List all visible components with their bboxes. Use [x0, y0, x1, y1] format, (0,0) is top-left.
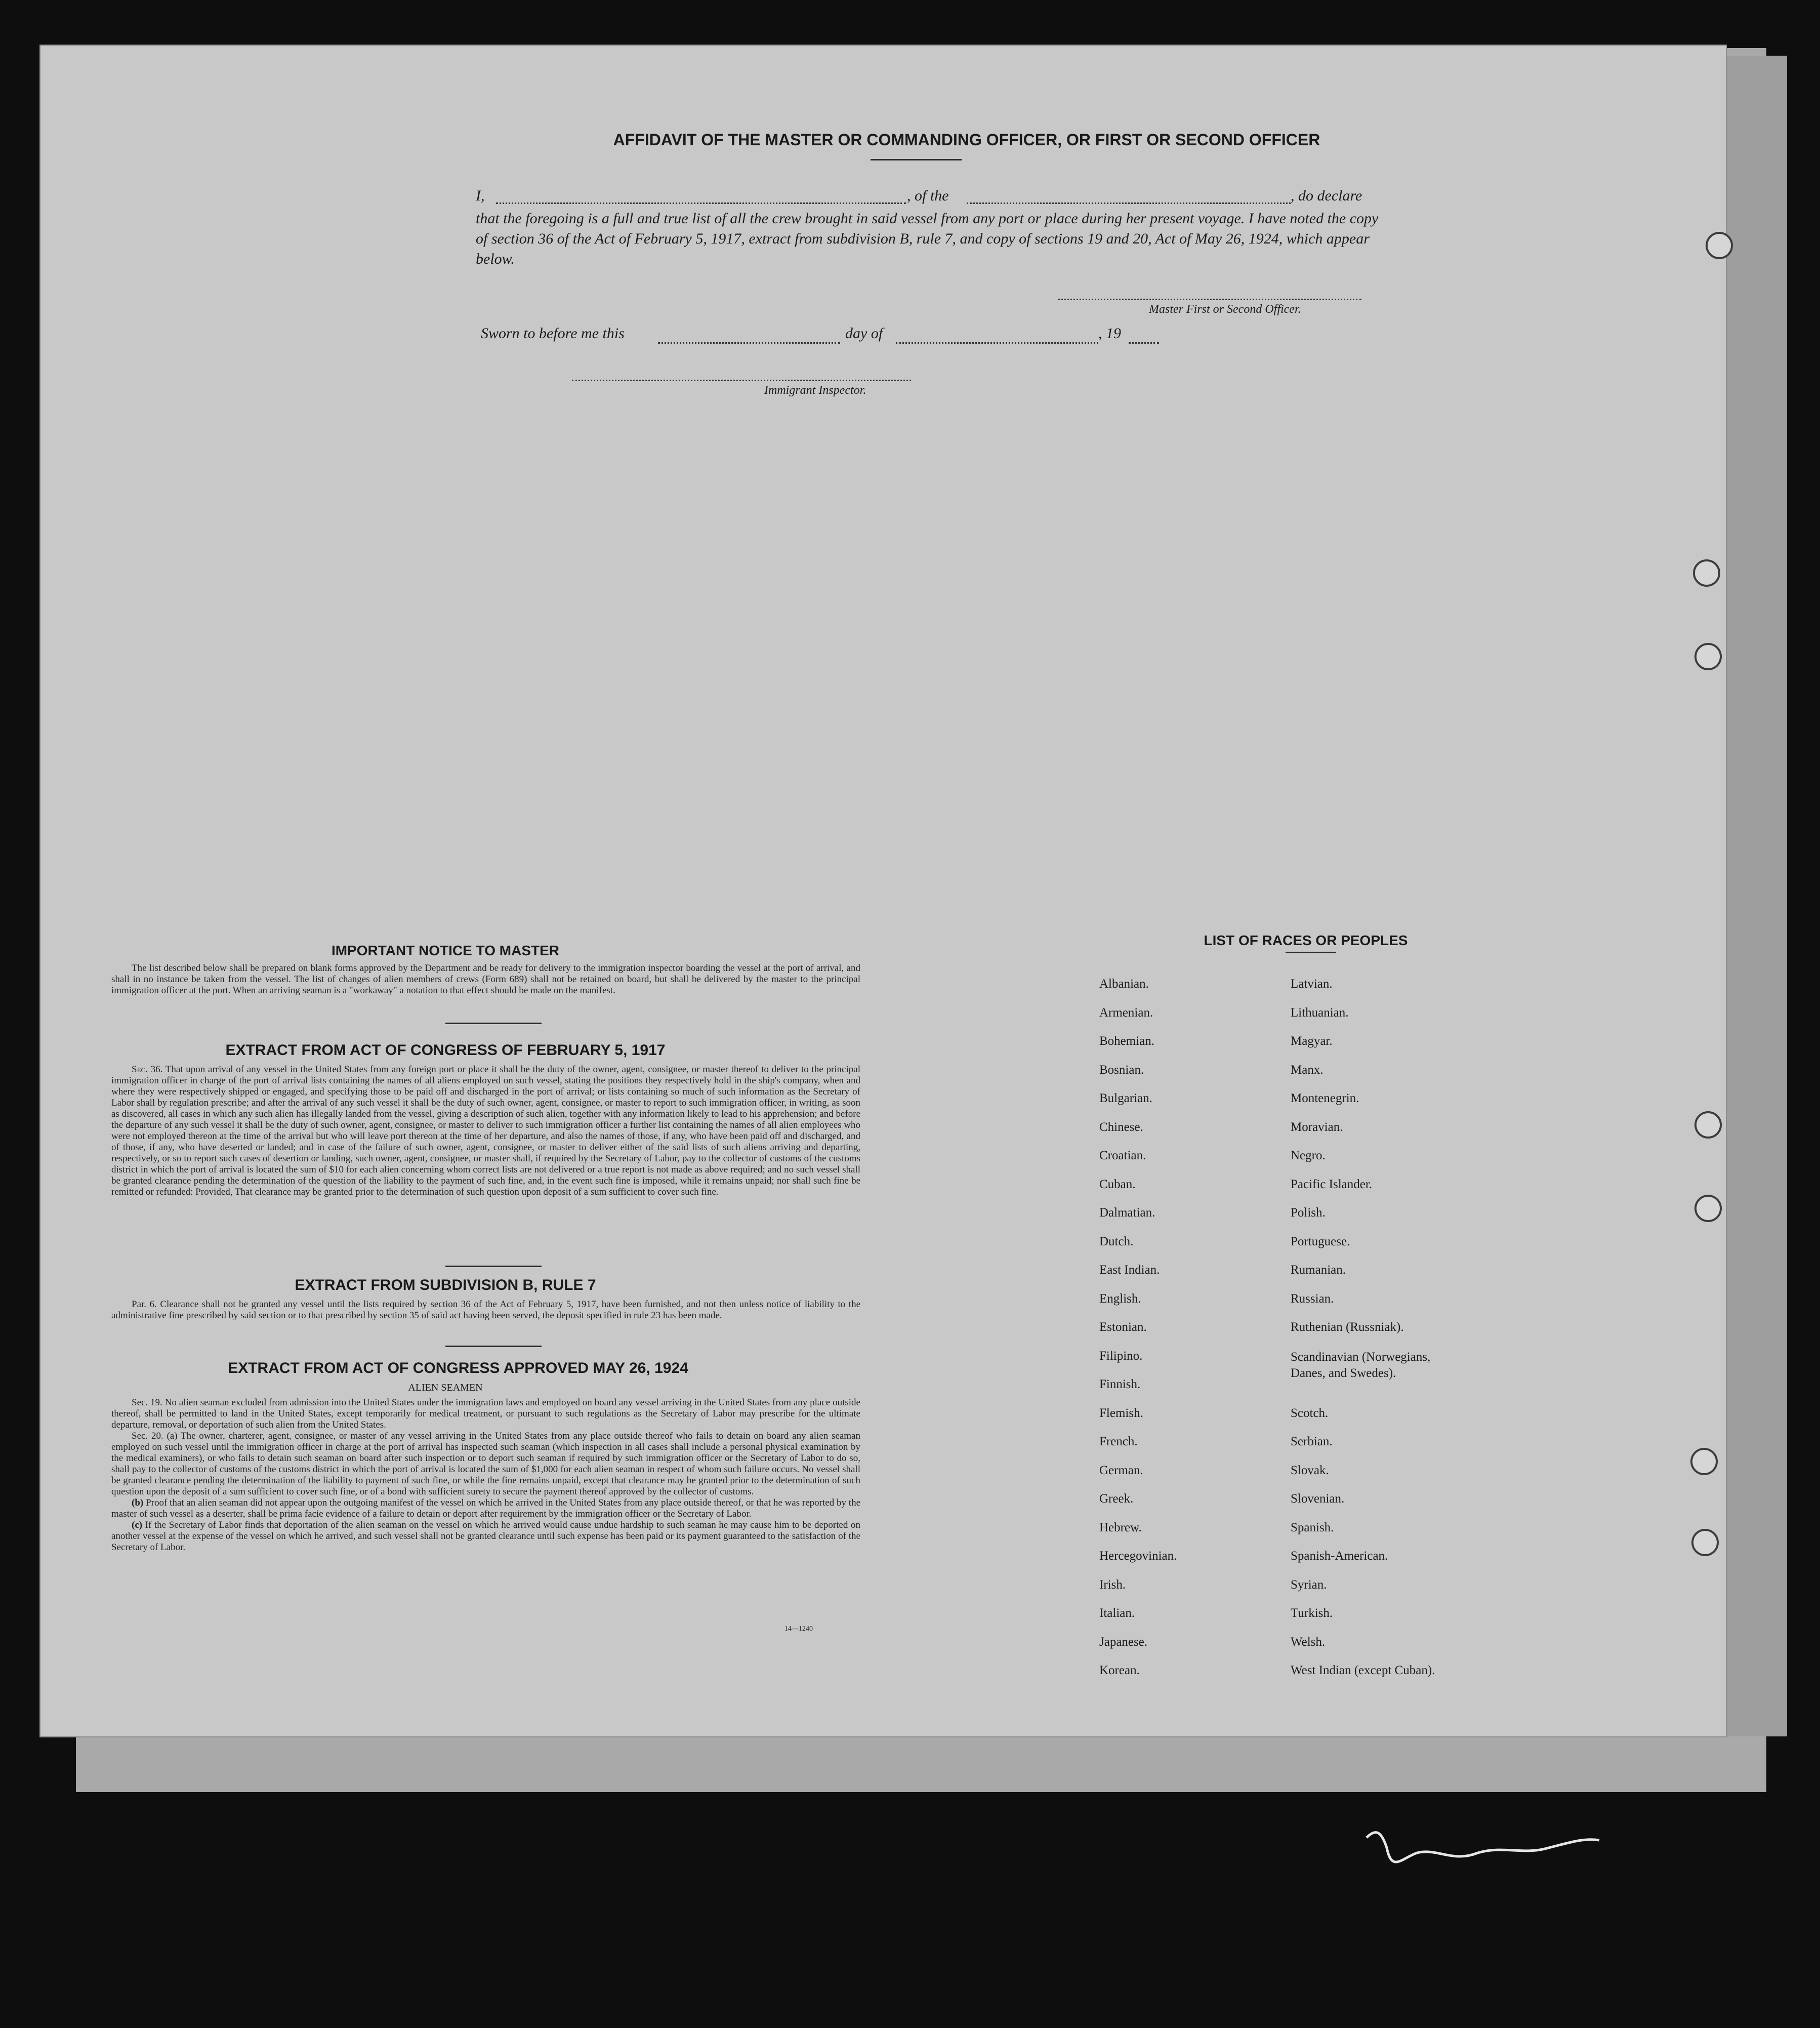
race-item: Flemish. — [1099, 1406, 1143, 1420]
form-page — [40, 46, 1726, 1736]
notice-title: IMPORTANT NOTICE TO MASTER — [331, 943, 560, 958]
paragraph-text: Clearance shall not be granted any vessel until the lists required by section 36 of the Act of February 5, 1917, have been furnished, and not then unless notice of liability to the administrative fine prescribed by said section or to that prescribed by section 35 of said act having been served, the deposit specified in rule 23 has been made. — [111, 1299, 861, 1321]
punch-hole — [1694, 643, 1722, 670]
race-item: Estonian. — [1099, 1320, 1147, 1334]
race-item: Spanish. — [1291, 1520, 1334, 1534]
race-item: French. — [1099, 1435, 1138, 1448]
sworn-year-field[interactable] — [1129, 342, 1159, 344]
race-item: Dalmatian. — [1099, 1206, 1155, 1220]
punch-hole — [1706, 232, 1733, 259]
punch-hole — [1694, 1195, 1722, 1222]
section-text: No alien seaman excluded from admission into the United States under the immigration laws and employed on board any vessel arriving in the United States from any place outside thereof, shall be permitted to land in the United States, except temporarily for medical treatment, or pursuant to such regulations as the Secretary of Labor may prescribe for the ultimate departure, removal, or deportation of such alien from the United States. — [111, 1397, 860, 1430]
race-item: Finnish. — [1099, 1377, 1141, 1391]
paragraph-label: Par. 6. — [132, 1299, 157, 1310]
race-item: Cuban. — [1099, 1177, 1136, 1191]
race-item: Welsh. — [1291, 1635, 1326, 1649]
race-item: East Indian. — [1099, 1263, 1160, 1277]
race-item: Bosnian. — [1099, 1063, 1144, 1077]
race-item: Greek. — [1099, 1492, 1134, 1506]
race-item: Albanian. — [1099, 977, 1149, 991]
races-title: LIST OF RACES OR PEOPLES — [1204, 932, 1408, 948]
race-item: Polish. — [1291, 1206, 1326, 1220]
affidavit-i: I, — [476, 187, 485, 204]
section-20c — [111, 1520, 860, 1553]
race-item: Slovak. — [1291, 1463, 1329, 1477]
name-field[interactable] — [496, 202, 906, 204]
race-item: Negro. — [1291, 1149, 1326, 1162]
day-of-label: day of — [845, 325, 883, 342]
race-item: Lithuanian. — [1291, 1005, 1349, 1020]
sworn-day-field[interactable] — [658, 342, 840, 344]
races-list-left — [1099, 977, 1177, 1692]
race-item: Hercegovinian. — [1099, 1549, 1177, 1563]
section-text: If the Secretary of Labor finds that deportation of the alien seaman on the vessel on which he arrived would cause undue hardship to such seaman he may cause him to be deported on another vessel at the expense of the vessel on which he arrived, and such vessel shall not be granted clearance until such expense has been paid or its payment guaranteed to the satisfaction of the Secretary of Labor. — [111, 1520, 860, 1553]
race-item: Armenian. — [1099, 1005, 1153, 1020]
races-list-right — [1291, 977, 1453, 1692]
affidavit-title: AFFIDAVIT OF THE MASTER OR COMMANDING OFFICER, OR FIRST OR SECOND OFFICER — [613, 131, 1320, 149]
race-item: Scandinavian (Norwegians, Danes, and Swedes). — [1291, 1350, 1431, 1380]
master-caption: Master First or Second Officer. — [1149, 303, 1301, 316]
race-item: Bohemian. — [1099, 1034, 1155, 1048]
race-item: Montenegrin. — [1291, 1091, 1359, 1105]
vessel-field[interactable] — [967, 202, 1291, 204]
section-label: Sec. 19. — [132, 1397, 162, 1408]
alien-seamen-subtitle: ALIEN SEAMEN — [408, 1382, 483, 1393]
notice-body: The list described below shall be prepared on blank forms approved by the Department and be ready for delivery to the immigration inspector boarding the vessel at the port of arrival, and shall in no instance be taken from the vessel. The list of changes of alien members of crews (Form 689) shall not be retained on board, but shall be delivered by the master to the principal immigration officer at the port. When an arriving seaman is a "workaway" a notation to that effect should be made on the manifest. — [111, 963, 860, 996]
divider — [445, 1346, 542, 1347]
race-item: Filipino. — [1099, 1349, 1143, 1363]
race-item: Korean. — [1099, 1664, 1140, 1677]
section-label: Sec. 36. — [132, 1064, 163, 1075]
handwritten-mark — [1356, 1817, 1609, 1888]
race-item: Italian. — [1099, 1606, 1135, 1620]
race-item: Russian. — [1291, 1291, 1334, 1306]
section-label: (c) — [132, 1520, 143, 1530]
section-19 — [111, 1397, 860, 1431]
race-item: Portuguese. — [1291, 1234, 1350, 1248]
section-text: That upon arrival of any vessel in the United States from any foreign port or place it shall be the duty of the owner, agent, consignee, or master thereof to deliver to the principal immigration officer in charge of the port of arrival lists containing the names of all aliens employed on such vessel, stating the positions they respectively hold in the ship's company, when and where they were respectively shipped or engaged, and specifying those to be paid off and discharged in the port of arrival; or lists containing so much of such information as the Secretary of Labor shall by regulation prescribe; and after the arrival of any such vessel it shall be the duty of such owner, agent, consignee, or master to report to such immigration officer, in writing, as soon as discovered, all cases in which any such alien has illegally landed from the vessel, giving a description of such alien, together with any information likely to lead to his apprehension; and before the departure of any such vessel it shall be the duty of such owner, agent, consignee, or master to deliver to such immigration officer a further list containing the names of all alien employees who were not employed thereon at the time of the arrival but who will leave port thereon at the time of her departure, and also the names of those, if any, who have been paid off and discharged, and of those, if any, who have deserted or landed; and in case of the failure of such owner, agent, consignee, or master to deliver either of the said lists of such aliens arriving and departing, respectively, or so to report such cases of desertion or landing, such owner, agent, consignee, or master shall, if required by the Secretary of Labor, pay to the collector of customs of the customs district in which the port of arrival is located the sum of $10 for each alien concerning whom correct lists are not delivered or a true report is not made as above required; and no such vessel shall be granted clearance pending the determination of the question of the liability to the payment of such fine, and, in the event such fine is imposed, while it remains unpaid; nor shall such fine be remitted or refunded: Provided, That clearance may be granted prior to the determination of such question upon deposit of a sum sufficient to cover such fine. — [111, 1064, 860, 1197]
form-number: 14—1240 — [784, 1625, 813, 1633]
section-text: The owner, charterer, agent, consignee, or master of any vessel arriving in the United States from any place outside thereof who fails to detain on board any alien seaman employed on such vessel until the immigration officer in charge at the port of arrival has inspected such seaman (which inspection in all cases shall include a personal physical examination by the medical examiners), or who fails to detain such seaman on board after such inspection or to deport such seaman if required by such immigration officer or the Secretary of Labor to do so, shall pay to the collector of customs of the customs district in which the port of arrival is located the sum of $1,000 for each alien seaman in respect of whom such failure occurs. No vessel shall be granted clearance pending the determination of the liability to payment of such fine, or while the fine remains unpaid, except that clearance may be granted prior to the determination of such question upon the deposit of a sum sufficient to cover such fine, or of a bond with sufficient surety to secure the payment thereof approved by the collector of customs. — [111, 1431, 860, 1497]
race-item: Chinese. — [1099, 1120, 1143, 1134]
section-20a — [111, 1431, 860, 1497]
race-item: Scotch. — [1291, 1406, 1329, 1420]
race-item: English. — [1099, 1291, 1141, 1306]
race-item: Ruthenian (Russniak). — [1291, 1320, 1404, 1334]
sworn-month-field[interactable] — [896, 342, 1098, 344]
punch-hole — [1694, 1111, 1722, 1139]
inspector-signature-field[interactable] — [572, 380, 911, 381]
race-item: Hebrew. — [1099, 1520, 1142, 1534]
race-item: Spanish-American. — [1291, 1549, 1388, 1563]
rule-7-title: EXTRACT FROM SUBDIVISION B, RULE 7 — [295, 1277, 596, 1293]
section-20b — [111, 1497, 860, 1520]
race-item: Croatian. — [1099, 1149, 1146, 1162]
rule-7-body — [111, 1299, 860, 1321]
section-label: Sec. 20. (a) — [132, 1431, 178, 1441]
affidavit-body: that the foregoing is a full and true list of all the crew brought in said vessel from any port or place during her present voyage. I have noted the copy of section 36 of the Act of February 5, 1917, extract from subdivision B, rule 7, and copy of sections 19 and 20, Act of May 26, 1924, which appear below. — [476, 210, 1379, 267]
race-item: West Indian (except Cuban). — [1291, 1664, 1435, 1677]
extract-1924-title: EXTRACT FROM ACT OF CONGRESS APPROVED MAY 26, 1924 — [228, 1360, 688, 1376]
sheet-edge — [1725, 56, 1787, 1736]
master-signature-field[interactable] — [1058, 299, 1361, 300]
race-item: Manx. — [1291, 1063, 1323, 1077]
year-label: , 19 — [1098, 325, 1121, 342]
punch-hole — [1693, 559, 1720, 587]
race-item: Dutch. — [1099, 1234, 1134, 1248]
affidavit-declare: , do declare — [1291, 187, 1362, 204]
punch-hole — [1690, 1448, 1718, 1475]
divider — [1286, 952, 1336, 953]
race-item: Serbian. — [1291, 1435, 1333, 1448]
extract-1917-title: EXTRACT FROM ACT OF CONGRESS OF FEBRUARY 5, 1917 — [225, 1042, 666, 1059]
race-item: Latvian. — [1291, 977, 1333, 991]
race-item: Japanese. — [1099, 1635, 1148, 1649]
race-item: Bulgarian. — [1099, 1091, 1152, 1105]
sworn-label: Sworn to before me this — [481, 325, 625, 342]
divider — [445, 1023, 542, 1024]
race-item: Magyar. — [1291, 1034, 1333, 1048]
extract-1924-body — [111, 1397, 860, 1553]
race-item: Moravian. — [1291, 1120, 1343, 1134]
race-item: Pacific Islander. — [1291, 1177, 1373, 1191]
race-item: Syrian. — [1291, 1577, 1327, 1592]
divider — [445, 1266, 542, 1267]
extract-1917-body — [111, 1064, 860, 1198]
divider — [871, 159, 962, 160]
section-label: (b) — [132, 1497, 144, 1508]
inspector-caption: Immigrant Inspector. — [764, 384, 866, 397]
race-item: Irish. — [1099, 1577, 1126, 1592]
affidavit-of-the: , of the — [907, 187, 949, 204]
race-item: Turkish. — [1291, 1606, 1333, 1620]
punch-hole — [1691, 1529, 1719, 1556]
race-item: German. — [1099, 1463, 1143, 1477]
race-item: Slovenian. — [1291, 1492, 1345, 1506]
race-item: Rumanian. — [1291, 1263, 1346, 1277]
section-text: Proof that an alien seaman did not appear upon the outgoing manifest of the vessel on which he arrived in the United States from any place outside thereof, or that he was reported by the master of such vessel as a deserter, shall be prima facie evidence of a failure to detain or deport after requirement by the immigration officer or the Secretary of Labor. — [111, 1497, 861, 1519]
